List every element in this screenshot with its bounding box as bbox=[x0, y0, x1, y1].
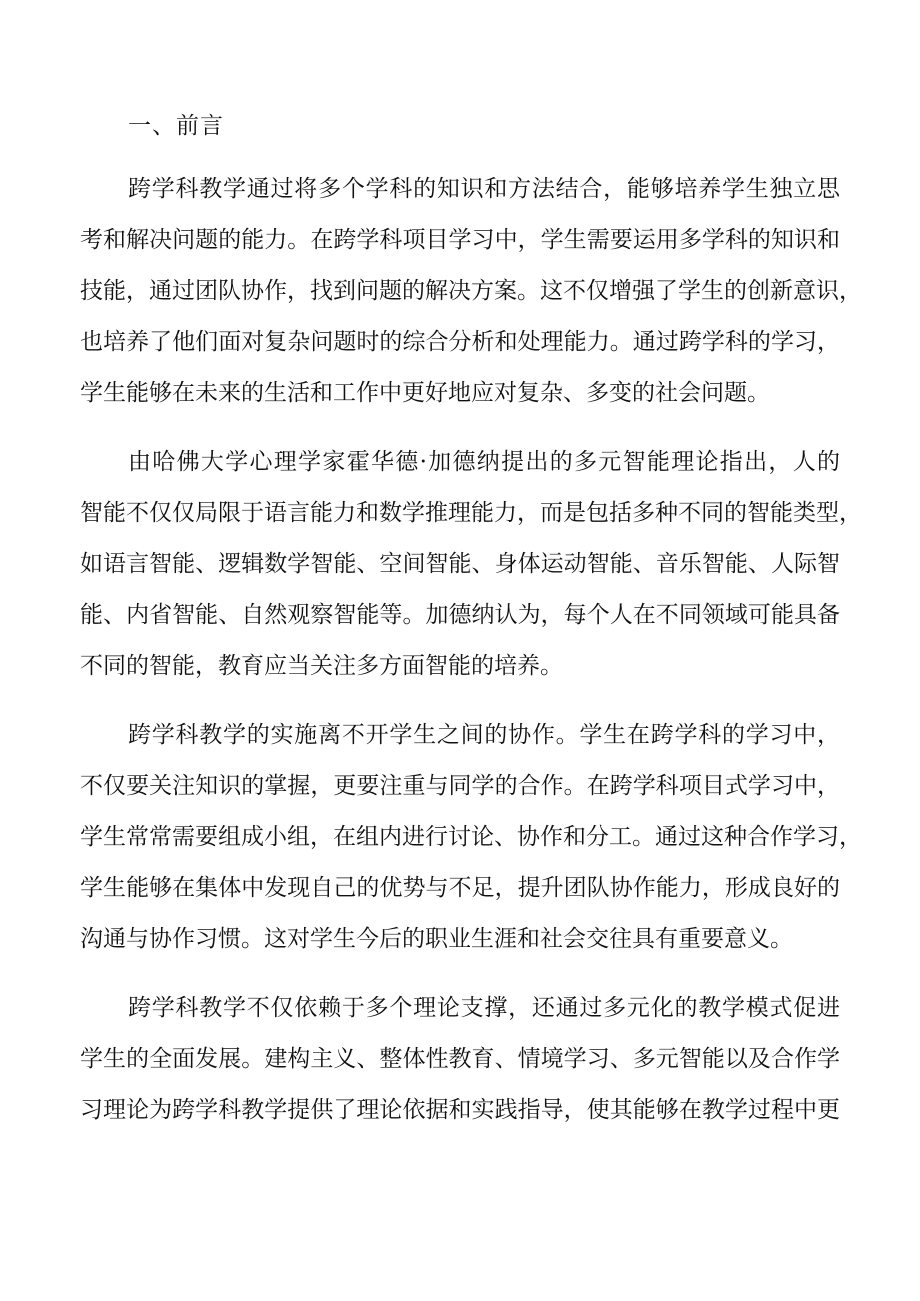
text-line: 跨学科教学的实施离不开学生之间的协作。学生在跨学科的学习中， bbox=[128, 722, 840, 748]
text-line: 学生能够在未来的生活和工作中更好地应对复杂、多变的社会问题。 bbox=[80, 380, 770, 406]
text-line: 能、内省智能、自然观察智能等。加德纳认为，每个人在不同领域可能具备 bbox=[80, 602, 840, 628]
text-line: 如语言智能、逻辑数学智能、空间智能、身体运动智能、音乐智能、人际智 bbox=[80, 551, 840, 577]
text-line: 沟通与协作习惯。这对学生今后的职业生涯和社会交往具有重要意义。 bbox=[80, 926, 793, 952]
text-line: 由哈佛大学心理学家霍华德·加德纳提出的多元智能理论指出，人的 bbox=[128, 449, 840, 475]
text-line: 也培养了他们面对复杂问题时的综合分析和处理能力。通过跨学科的学习， bbox=[80, 329, 840, 355]
paragraph bbox=[80, 164, 862, 419]
text-line: 考和解决问题的能力。在跨学科项目学习中，学生需要运用多学科的知识和 bbox=[80, 227, 840, 253]
text-line: 跨学科教学不仅依赖于多个理论支撑，还通过多元化的教学模式促进 bbox=[128, 995, 840, 1021]
document-body bbox=[80, 106, 862, 1154]
text-line: 习理论为跨学科教学提供了理论依据和实践指导，使其能够在教学过程中更 bbox=[80, 1097, 840, 1123]
text-line: 智能不仅仅局限于语言能力和数学推理能力，而是包括多种不同的智能类型， bbox=[80, 500, 862, 526]
text-line: 学生能够在集体中发现自己的优势与不足，提升团队协作能力，形成良好的 bbox=[80, 875, 840, 901]
paragraph bbox=[80, 710, 862, 965]
text-line: 学生的全面发展。建构主义、整体性教育、情境学习、多元智能以及合作学 bbox=[80, 1046, 840, 1072]
paragraph bbox=[80, 437, 862, 692]
text-line: 跨学科教学通过将多个学科的知识和方法结合，能够培养学生独立思 bbox=[128, 176, 840, 202]
text-line: 技能，通过团队协作，找到问题的解决方案。这不仅增强了学生的创新意识， bbox=[80, 278, 862, 304]
text-line: 学生常常需要组成小组，在组内进行讨论、协作和分工。通过这种合作学习， bbox=[80, 824, 862, 850]
text-line: 不仅要关注知识的掌握，更要注重与同学的合作。在跨学科项目式学习中， bbox=[80, 773, 840, 799]
text-line: 不同的智能，教育应当关注多方面智能的培养。 bbox=[80, 653, 563, 679]
section-heading: 一、前言 bbox=[128, 113, 224, 139]
paragraph bbox=[80, 983, 840, 1136]
